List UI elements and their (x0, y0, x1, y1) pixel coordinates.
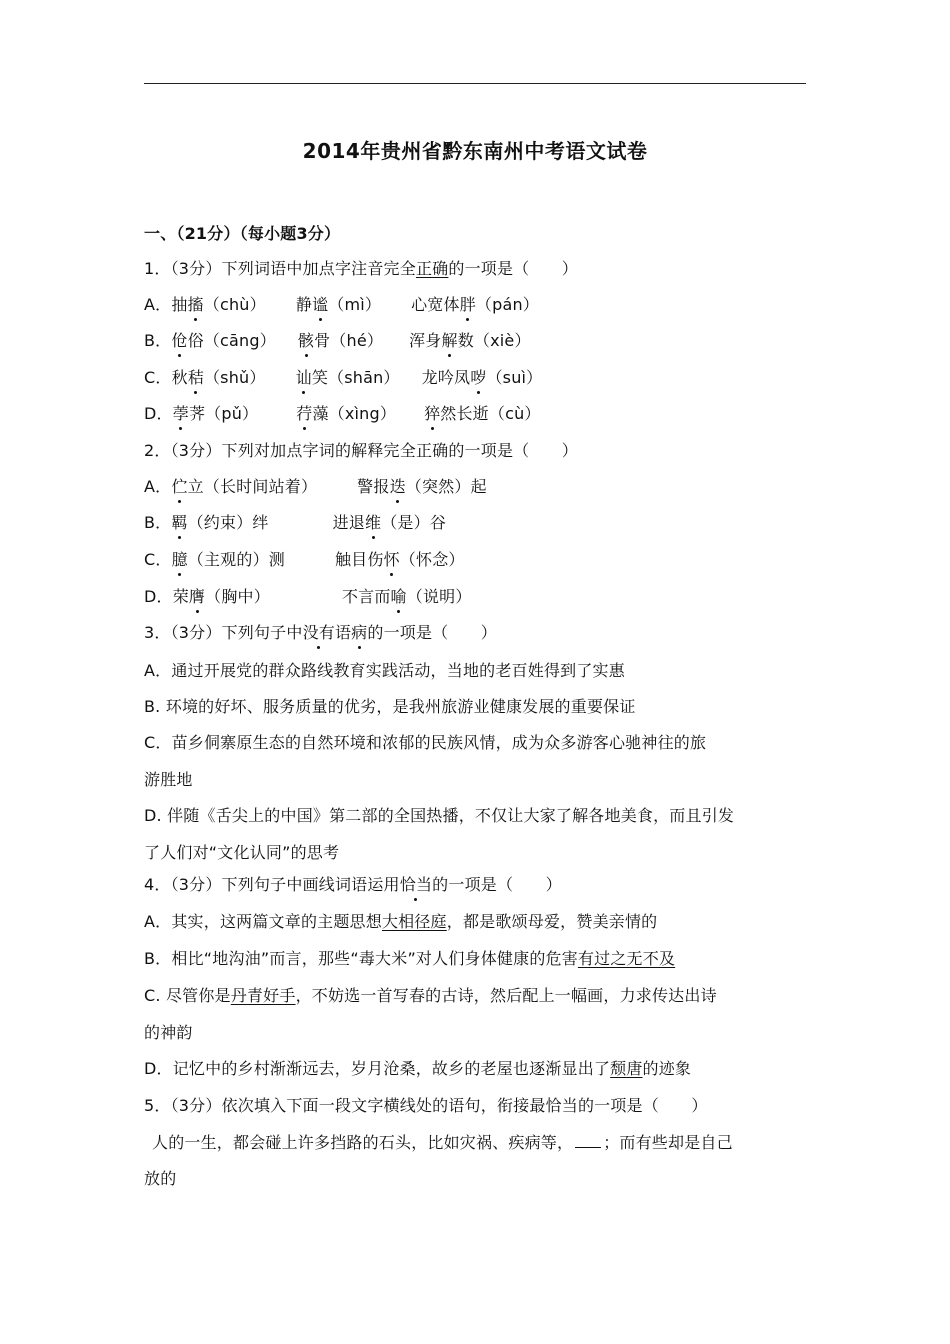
q4-option-b[interactable]: B．相比“地沟油”而言，那些“毒大米”对人们身体健康的危害有过之无不及 (144, 949, 676, 968)
question-5-stem: 5．（3分）依次填入下面一段文字横线处的语句，衔接最恰当的一项是（ ） (144, 1096, 708, 1115)
answer-blank[interactable] (575, 1131, 601, 1148)
header-rule (144, 83, 806, 84)
q2-option-d[interactable]: D．荣膺（胸中） 不言而喻（说明） (144, 587, 472, 606)
q5-passage-line1: 人的一生，都会碰上许多挡路的石头，比如灾祸、疾病等， ；而有些却是自己 (152, 1133, 733, 1152)
q5-passage-line2: 放的 (144, 1169, 177, 1188)
q4-option-a[interactable]: A．其实，这两篇文章的主题思想大相径庭，都是歌颂母爱，赞美亲情的 (144, 912, 658, 931)
q2-option-a[interactable]: A．伫立（长时间站着） 警报迭（突然）起 (144, 477, 487, 496)
q1-option-d[interactable]: D．荸荠（pǔ） 荇藻（xìng） 猝然长逝（cù） (144, 404, 541, 423)
q4-option-c-line1[interactable]: C. 尽管你是丹青好手，不妨选一首写春的古诗，然后配上一幅画，力求传达出诗 (144, 986, 717, 1005)
q3-option-a[interactable]: A．通过开展党的群众路线教育实践活动，当地的老百姓得到了实惠 (144, 661, 625, 680)
q1-option-a[interactable]: A．抽搐（chù） 静谧（mì） 心宽体胖（pán） (144, 295, 540, 314)
q3-option-c-line1[interactable]: C．苗乡侗寨原生态的自然环境和浓郁的民族风情，成为众多游客心驰神往的旅 (144, 733, 707, 752)
page-title: 2014年贵州省黔东南州中考语文试卷 (302, 139, 648, 163)
section-heading: 一、（21分）（每小题3分） (144, 224, 341, 243)
question-1-stem: 1．（3分）下列词语中加点字注音完全正确的一项是（ ） (144, 259, 578, 278)
question-2-stem: 2．（3分）下列对加点字词的解释完全正确的一项是（ ） (144, 441, 578, 460)
q4-option-c-line2[interactable]: 的神韵 (144, 1023, 193, 1042)
q3-option-d-line2[interactable]: 了人们对“文化认同”的思考 (144, 843, 340, 862)
q1-option-b[interactable]: B．伧俗（cāng） 骸骨（hé） 浑身解数（xiè） (144, 331, 531, 350)
question-3-stem: 3．（3分）下列句子中没有语病的一项是（ ） (144, 623, 497, 642)
q2-option-c[interactable]: C．臆（主观的）测 触目伤怀（怀念） (144, 550, 465, 569)
q3-option-d-line1[interactable]: D. 伴随《舌尖上的中国》第二部的全国热播，不仅让大家了解各地美食，而且引发 (144, 806, 735, 825)
q1-option-c[interactable]: C．秋秸（shǔ） 讪笑（shān） 龙吟凤哕（suì） (144, 368, 543, 387)
q3-option-c-line2[interactable]: 游胜地 (144, 770, 193, 789)
question-4-stem: 4．（3分）下列句子中画线词语运用恰当的一项是（ ） (144, 875, 562, 894)
q3-option-b[interactable]: B. 环境的好坏、服务质量的优劣，是我州旅游业健康发展的重要保证 (144, 697, 636, 716)
q2-option-b[interactable]: B．羁（约束）绊 进退维（是）谷 (144, 513, 447, 532)
q4-option-d[interactable]: D．记忆中的乡村渐渐远去，岁月沧桑，故乡的老屋也逐渐显出了颓唐的迹象 (144, 1059, 692, 1078)
